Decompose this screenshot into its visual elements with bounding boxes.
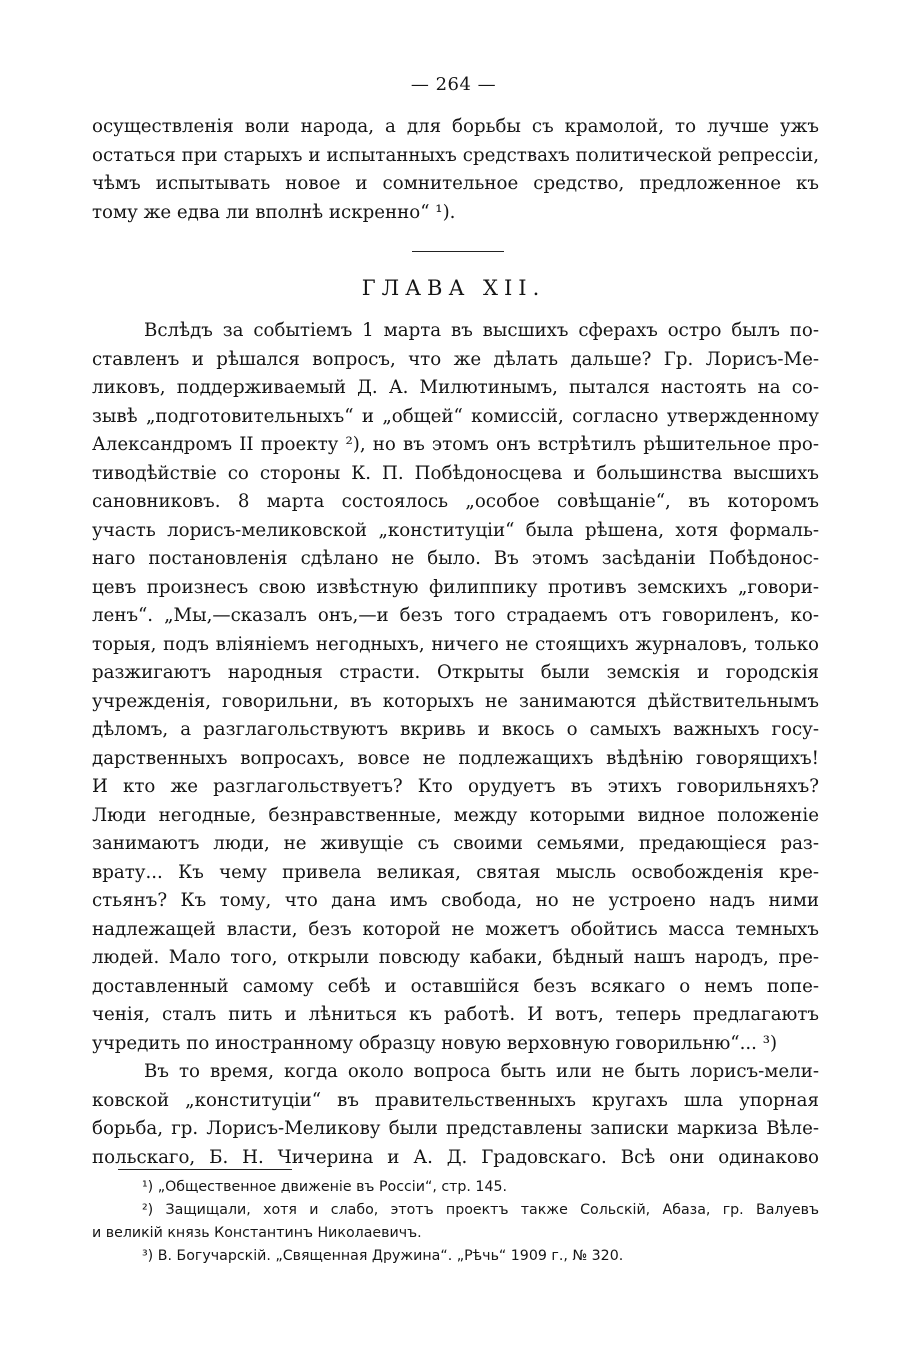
text-line: Въ то время, когда около вопроса быть или не быть лорисъ-мели- [144,1061,819,1082]
text-line: дарственныхъ вопросахъ, вовсе не подлежащихъ вѣдѣнію говорящихъ! [92,747,819,769]
text-line: сановниковъ. 8 марта состоялось „особое совѣщаніе“, въ которомъ [92,491,819,512]
text-line: доставленный самому себѣ и оставшійся безъ всякаго о немъ попе- [92,975,819,997]
footnote-line: и великій князь Константинъ Николаевичъ. [92,1225,422,1241]
page-number: — 264 — [410,74,497,95]
text-line: польскаго, Б. Н. Чичерина и А. Д. Градовскаго. Всѣ они одинаково [92,1146,819,1168]
footnotes [92,1176,819,1268]
footnote-line: ²) Защищали, хотя и слабо, этотъ проектъ также Сольскій, Абаза, гр. Валуевъ [142,1202,819,1218]
text-line: ликовъ, поддерживаемый Д. А. Милютинымъ, пытался настоять на со- [92,377,819,398]
footnote-separator-rule [118,1169,292,1170]
text-line: цевъ произнесъ свою извѣстную филиппику противъ земскихъ „говори- [92,576,819,598]
text-line: тому же едва ли вполнѣ искренно“ ¹). [92,201,456,223]
text-line: ленъ“. „Мы,—сказалъ онъ,—и безъ того страдаемъ отъ говориленъ, ко- [92,605,819,626]
text-line: ковской „конституціи“ въ правительственныхъ кругахъ шла упорная [92,1089,819,1111]
text-line: зывѣ „подготовительныхъ“ и „общей“ комиссій, согласно утвержденному [92,405,819,427]
text-line: участь лорисъ-меликовской „конституціи“ была рѣшена, хотя формаль- [92,519,819,541]
text-line: ставленъ и рѣшался вопросъ, что же дѣлать дальше? Гр. Лорисъ-Ме- [92,348,819,370]
chapter-title: ГЛАВА XII. [361,276,546,300]
text-line: осуществленія воли народа, а для борьбы съ крамолой, то лучше ужъ [92,116,819,137]
text-line: чѣмъ испытывать новое и сомнительное средство, предложенное къ [92,173,819,194]
text-line: Люди негодные, безнравственные, между которыми видное положеніе [92,804,819,826]
footnote-line: ³) В. Богучарскій. „Священная Дружина“. „Рѣчь“ 1909 г., № 320. [142,1248,624,1264]
text-line: тиводѣйствіе со стороны К. П. Побѣдоносцева и большинства высшихъ [92,462,819,484]
intro-paragraph [92,113,819,227]
text-line: надлежащей власти, безъ которой не можетъ обойтись масса темныхъ [92,918,819,940]
footnote-line: ¹) „Общественное движеніе въ Россіи“, стр. 145. [142,1179,508,1195]
text-line: торыя, подъ вліяніемъ негодныхъ, ничего не стоящихъ журналовъ, только [92,633,819,655]
text-line: стьянъ? Къ тому, что дана имъ свобода, но не устроено надъ ними [92,890,819,911]
text-line: ченія, сталъ пить и лѣниться къ работѣ. И вотъ, теперь предлагаютъ [92,1004,819,1025]
text-line: И кто же разглагольствуетъ? Кто орудуетъ въ этихъ говорильняхъ? [92,776,819,797]
text-line: наго постановленія сдѣлано не было. Въ этомъ засѣданіи Побѣдонос- [92,548,819,569]
text-line: учредить по иностранному образцу новую верховную говорильню“... ³) [92,1032,778,1054]
text-line: дѣломъ, а разглагольствуютъ вкривь и вкось о самыхъ важныхъ госу- [92,719,819,740]
text-line: Вслѣдъ за событіемъ 1 марта въ высшихъ сферахъ остро былъ по- [144,320,819,341]
text-line: врату... Къ чему привела великая, святая мысль освобожденія кре- [92,861,819,883]
text-line: борьба, гр. Лорисъ-Меликову были представлены записки маркиза Вѣле- [92,1118,819,1139]
text-line: занимаютъ люди, не живущіе съ своими семьями, предающіеся раз- [92,833,819,854]
chapter-body [92,317,819,1172]
text-line: людей. Мало того, открыли повсюду кабаки, бѣдный нашъ народъ, пре- [92,947,819,968]
text-line: остаться при старыхъ и испытанныхъ средствахъ политической репрессіи, [92,144,819,166]
text-line: разжигаютъ народныя страсти. Открыты были земскія и городскія [92,662,819,683]
text-line: учрежденія, говорильни, въ которыхъ не занимаются дѣйствительнымъ [92,690,819,712]
section-separator-rule [412,251,504,252]
text-line: Александромъ II проекту ²), но въ этомъ онъ встрѣтилъ рѣшительное про- [92,434,819,455]
